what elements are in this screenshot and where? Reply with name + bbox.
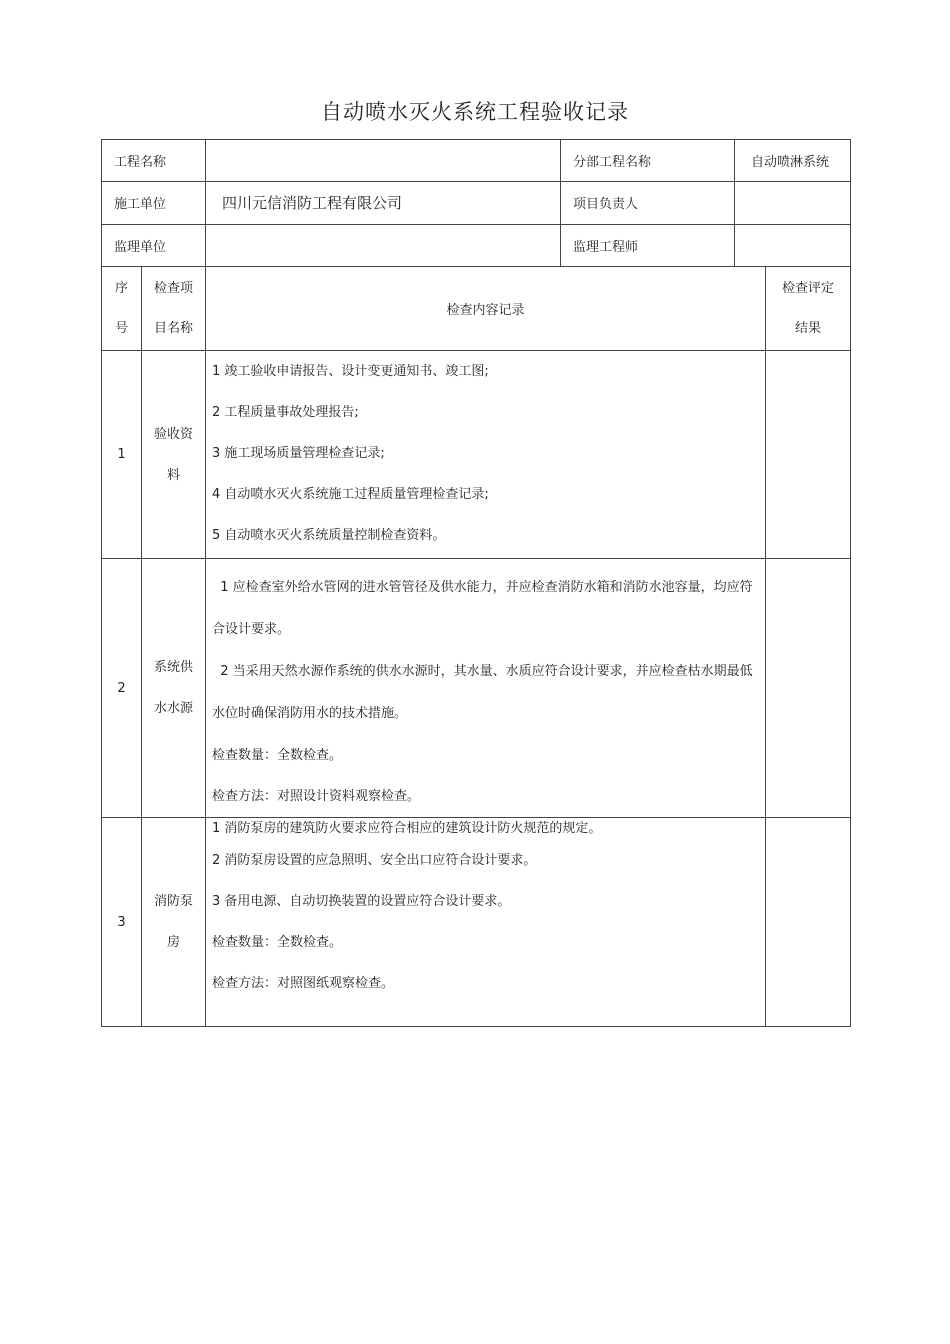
content-line: 3 备用电源、自动切换装置的设置应符合设计要求。 (212, 894, 511, 909)
row-item-name-line-2: 房 (166, 935, 180, 950)
seq-header-line-1: 序 (114, 280, 128, 296)
content-line: 检查方法：对照图纸观察检查。 (212, 976, 395, 991)
content-header: 检查内容记录 (206, 267, 766, 351)
item-name-header-line-2: 目名称 (153, 320, 193, 336)
construction-unit-value: 四川元信消防工程有限公司 (206, 182, 561, 224)
row-seq: 3 (102, 818, 142, 1027)
result-header-line-1: 检查评定 (781, 280, 834, 296)
construction-unit-label: 施工单位 (102, 182, 206, 224)
row-item-name (142, 559, 206, 818)
header-table (101, 139, 851, 267)
content-line: 4 自动喷水灭火系统施工过程质量管理检查记录; (212, 487, 489, 502)
row-result (766, 818, 851, 1027)
inspection-table (101, 266, 851, 1027)
content-line: 检查方法：对照设计资料观察检查。 (212, 789, 421, 804)
row-item-name (142, 351, 206, 559)
row-item-name-line-1: 消防泵 (153, 894, 193, 909)
project-leader-label: 项目负责人 (561, 182, 735, 224)
item-name-header-line-1: 检查项 (153, 280, 193, 296)
content-line: 2 当采用天然水源作系统的供水水源时，其水量、水质应符合设计要求，并应检查枯水期最低水位时确保消防用水的技术措施。 (212, 664, 753, 721)
supervisor-value (735, 224, 851, 266)
content-line: 2 工程质量事故处理报告; (212, 405, 359, 420)
content-line: 1 竣工验收申请报告、设计变更通知书、竣工图; (212, 364, 489, 379)
table-row (102, 351, 851, 559)
seq-header (102, 267, 142, 351)
project-leader-value (735, 182, 851, 224)
row-item-name-line-2: 料 (166, 467, 180, 483)
row-content (206, 559, 766, 818)
content-line: 1 应检查室外给水管网的进水管管径及供水能力，并应检查消防水箱和消防水池容量，均应符合设计要求。 (212, 580, 753, 637)
result-header-line-2: 结果 (794, 320, 821, 336)
row-content (206, 818, 766, 1027)
item-name-header (142, 267, 206, 351)
supervision-unit-value (206, 224, 561, 266)
row-result (766, 351, 851, 559)
supervision-unit-label: 监理单位 (102, 224, 206, 266)
content-line: 检查数量：全数检查。 (212, 935, 343, 950)
row-content (206, 351, 766, 559)
sub-project-label: 分部工程名称 (561, 140, 735, 182)
column-header-row (102, 267, 851, 351)
header-row (102, 182, 851, 224)
project-name-label: 工程名称 (102, 140, 206, 182)
row-seq: 2 (102, 559, 142, 818)
row-item-name-line-1: 系统供 (153, 660, 193, 675)
content-line: 1 消防泵房的建筑防火要求应符合相应的建筑设计防火规范的规定。 (212, 821, 602, 836)
row-item-name-line-2: 水水源 (153, 701, 193, 716)
content-line: 3 施工现场质量管理检查记录; (212, 446, 385, 461)
page-title: 自动喷水灭火系统工程验收记录 (321, 100, 629, 124)
sub-project-value: 自动喷淋系统 (735, 140, 851, 182)
content-line: 2 消防泵房设置的应急照明、安全出口应符合设计要求。 (212, 853, 537, 868)
content-line: 5 自动喷水灭火系统质量控制检查资料。 (212, 528, 446, 543)
content-line: 检查数量：全数检查。 (212, 748, 343, 763)
seq-header-line-2: 号 (114, 320, 128, 336)
row-item-name (142, 818, 206, 1027)
table-row (102, 818, 851, 1027)
supervisor-label: 监理工程师 (561, 224, 735, 266)
result-header (766, 267, 851, 351)
row-seq: 1 (102, 351, 142, 559)
header-row (102, 140, 851, 182)
row-result (766, 559, 851, 818)
row-item-name-line-1: 验收资 (153, 426, 193, 442)
project-name-value (206, 140, 561, 182)
table-row (102, 559, 851, 818)
header-row (102, 224, 851, 266)
